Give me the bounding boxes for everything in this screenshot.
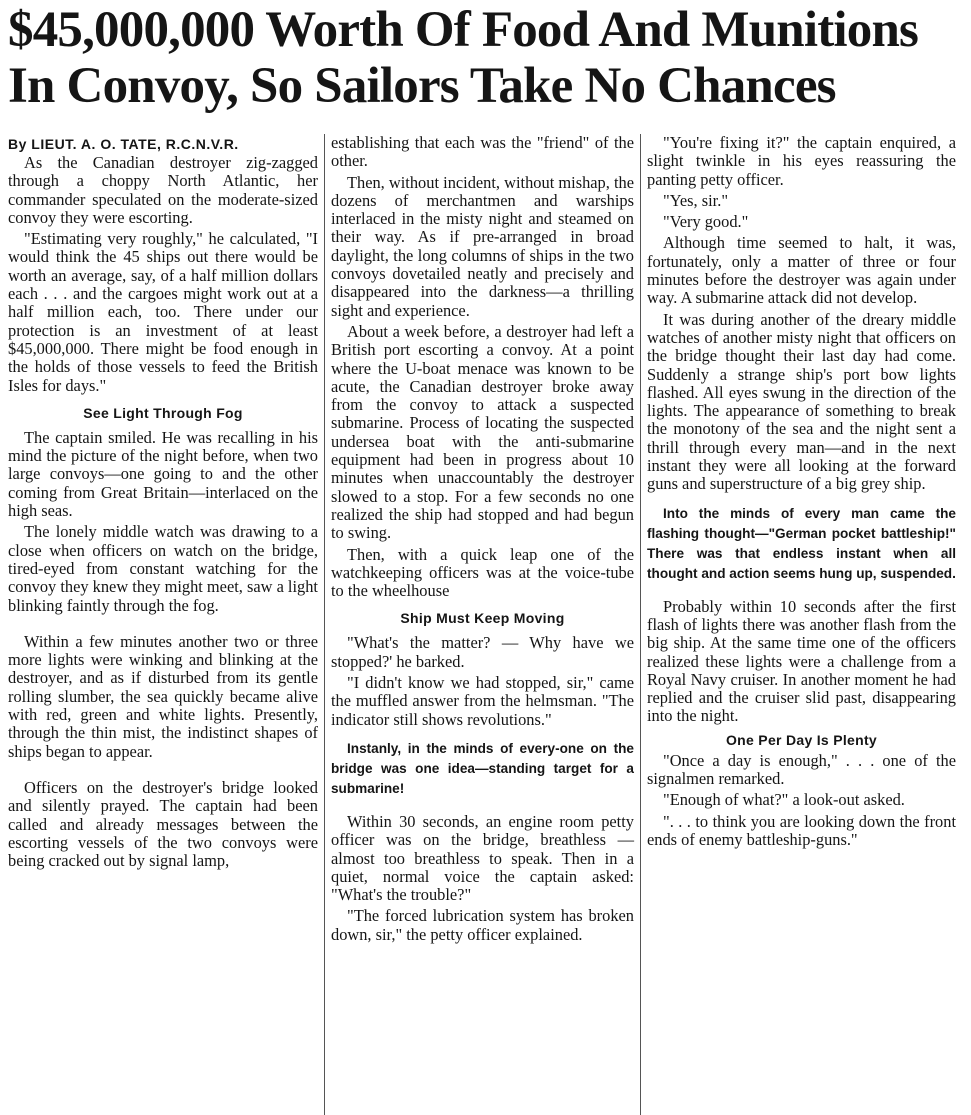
pull-quote: Instanly, in the minds of every-one on the bridge was one idea—standing target for a submarine!: [331, 740, 634, 796]
paragraph: "Enough of what?" a look-out asked.: [663, 790, 905, 810]
article-columns: [8, 134, 967, 1115]
pull-quote: Into the minds of every man came the flashing thought—"German pocket battleship!" There was that endless instant when all thought and action seems hung up, suspended.: [647, 505, 956, 581]
paragraph: Within 30 seconds, an engine room petty officer was on the bridge, breathless — almost too breathless to speak. Then in a quiet, normal voice the captain asked: "What's the trouble?": [331, 811, 634, 905]
paragraph: "Very good.": [663, 212, 749, 232]
paragraph: As the Canadian destroyer zig-zagged through a choppy North Atlantic, her commander speculated on the moderate-sized convoy they were escorting.: [8, 153, 318, 227]
paragraph: establishing that each was the "friend" of the other.: [331, 134, 634, 171]
paragraph: ". . . to think you are looking down the front ends of enemy battleship-guns.": [647, 811, 956, 849]
paragraph: "I didn't know we had stopped, sir," came the muffled answer from the helmsman. "The indicator still shows revolutions.": [331, 673, 634, 729]
paragraph: The lonely middle watch was drawing to a close when officers on watch on the bridge, tired-eyed from constant watching for the convoy they knew they might meet, saw a light blinking faintly through the fog.: [8, 522, 318, 615]
paragraph: It was during another of the dreary middle watches of another misty night that officers on the bridge thought their last day had come. Suddenly a strange ship's port bow lights flashed. All eyes swung in the direction of the lights. The appearance of something to break the monotony of the sea and the night sent a thrill through every man—and in the next instant they were all looking at the forward guns and superstructure of a big grey ship.: [647, 309, 956, 494]
paragraph: Then, without incident, without mishap, the dozens of merchantmen and warships interlaced in the misty night and steamed on their way. As if pre-arranged in broad daylight, the long columns of ships in the two convoys dovetailed neatly and precisely and disappeared into the darkness—a thrilling sight and experience.: [331, 172, 634, 320]
column-1: [8, 134, 324, 1115]
paragraph: Probably within 10 seconds after the first flash of lights there was another flash from the big ship. At the same time one of the officers realized these lights were a challenge from a Royal Navy cruiser. In another moment he had replied and the cruiser slid past, disappearing into the night.: [647, 596, 956, 726]
paragraph: About a week before, a destroyer had left a British port escorting a convoy. At a point where the U-boat menace was known to be acute, the Canadian destroyer broke away from the convoy to attack a suspected submarine. Process of locating the suspected undersea boat with the anti-submarine equipment had been in progress about 10 minutes when unaccountably the destroyer slowed to a stop. For a few seconds no one realized the ship had stopped and had begun to swing.: [331, 321, 634, 543]
byline: By LIEUT. A. O. TATE, R.C.N.V.R.: [8, 136, 239, 152]
column-2: [324, 134, 640, 1115]
paragraph: "Yes, sir.": [663, 190, 729, 210]
paragraph: Within a few minutes another two or three more lights were winking and blinking at the destroyer, and as if disturbed from its gentle rolling slumber, the sea quickly became alive with red, green and white lights. Presently, through the thin mist, the indistinct shapes of ships began to appear.: [8, 631, 318, 761]
paragraph: "What's the matter? — Why have we stopped?' he barked.: [331, 633, 634, 671]
paragraph: "The forced lubrication system has broken down, sir," the petty officer explained.: [331, 906, 634, 944]
subheading: One Per Day Is Plenty: [725, 731, 878, 748]
paragraph: Then, with a quick leap one of the watchkeeping officers was at the voice-tube to the wheelhouse: [331, 544, 634, 601]
headline: [4, 2, 967, 114]
paragraph: "Once a day is enough," . . . one of the signalmen remarked.: [647, 750, 956, 789]
paragraph: The captain smiled. He was recalling in his mind the picture of the night before, when two large convoys—one going to and the other coming from Great Britain—interlaced on the high seas.: [8, 427, 318, 521]
headline-line-2: In Convoy, So Sailors Take No Chances: [8, 58, 836, 114]
subheading: See Light Through Fog: [83, 404, 243, 421]
paragraph: "You're fixing it?" the captain enquired, a slight twinkle in his eyes reassuring the panting petty officer.: [647, 134, 956, 189]
subheading: Ship Must Keep Moving: [400, 610, 565, 627]
headline-line-1: $45,000,000 Worth Of Food And Munitions: [8, 2, 919, 58]
column-3: [640, 134, 956, 1115]
paragraph: Although time seemed to halt, it was, fortunately, only a matter of three or four minutes before the destroyer was again under way. A submarine attack did not develop.: [647, 233, 956, 308]
paragraph: Officers on the destroyer's bridge looked and silently prayed. The captain had been called and already messages between the escorting vessels of the two convoys were being cracked out by signal lamp,: [8, 777, 318, 871]
paragraph: "Estimating very roughly," he calculated, "I would think the 45 ships out there would be worth an average, say, of a half million dollars each . . . and the cargoes might work out at a half million each, too. There under our protection is an investment of at least $45,000,000. There might be food enough in the holds of those vessels to feed the British Isles for days.": [8, 229, 318, 395]
